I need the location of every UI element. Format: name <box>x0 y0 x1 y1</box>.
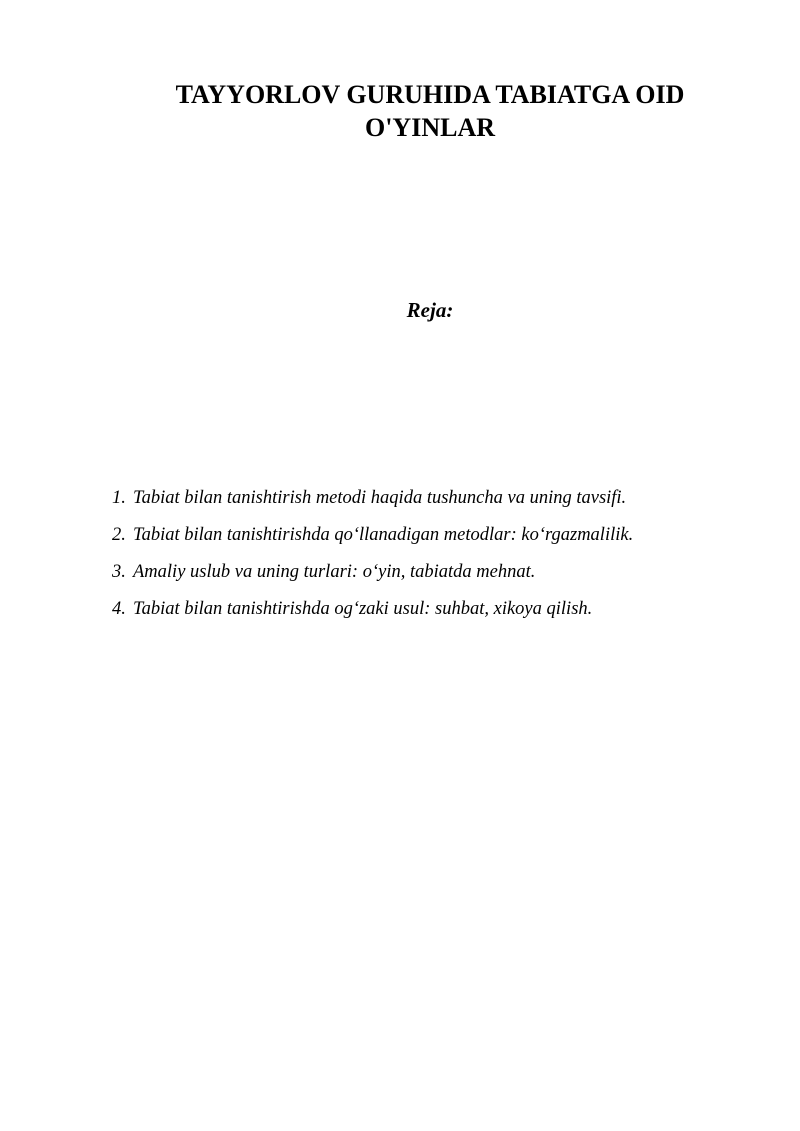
plan-item-1 <box>112 480 772 517</box>
plan-item-number: 2. <box>112 525 126 545</box>
plan-item-text: Tabiat bilan tanishtirishda qo‘llanadigan metodlar: ko‘rgazmalilik. <box>133 525 634 545</box>
plan-item-number: 3. <box>112 562 126 582</box>
plan-item-number: 4. <box>112 599 126 619</box>
plan-item-text: Tabiat bilan tanishtirishda og‘zaki usul: suhbat, xikoya qilish. <box>133 599 593 619</box>
plan-item-3 <box>112 554 772 591</box>
plan-item-text: Amaliy uslub va uning turlari: o‘yin, tabiatda mehnat. <box>133 562 536 582</box>
plan-item-number: 1. <box>112 488 126 508</box>
document-title-line-1: TAYYORLOV GURUHIDA TABIATGA OID <box>175 80 685 109</box>
document-title-line-2: O'YINLAR <box>364 113 495 142</box>
plan-item-2 <box>112 517 772 554</box>
plan-list <box>112 480 772 628</box>
plan-item-text: Tabiat bilan tanishtirish metodi haqida tushuncha va uning tavsifi. <box>133 488 627 508</box>
plan-item-4 <box>112 591 772 628</box>
document-title <box>110 78 750 144</box>
plan-heading: Reja: <box>406 298 454 322</box>
